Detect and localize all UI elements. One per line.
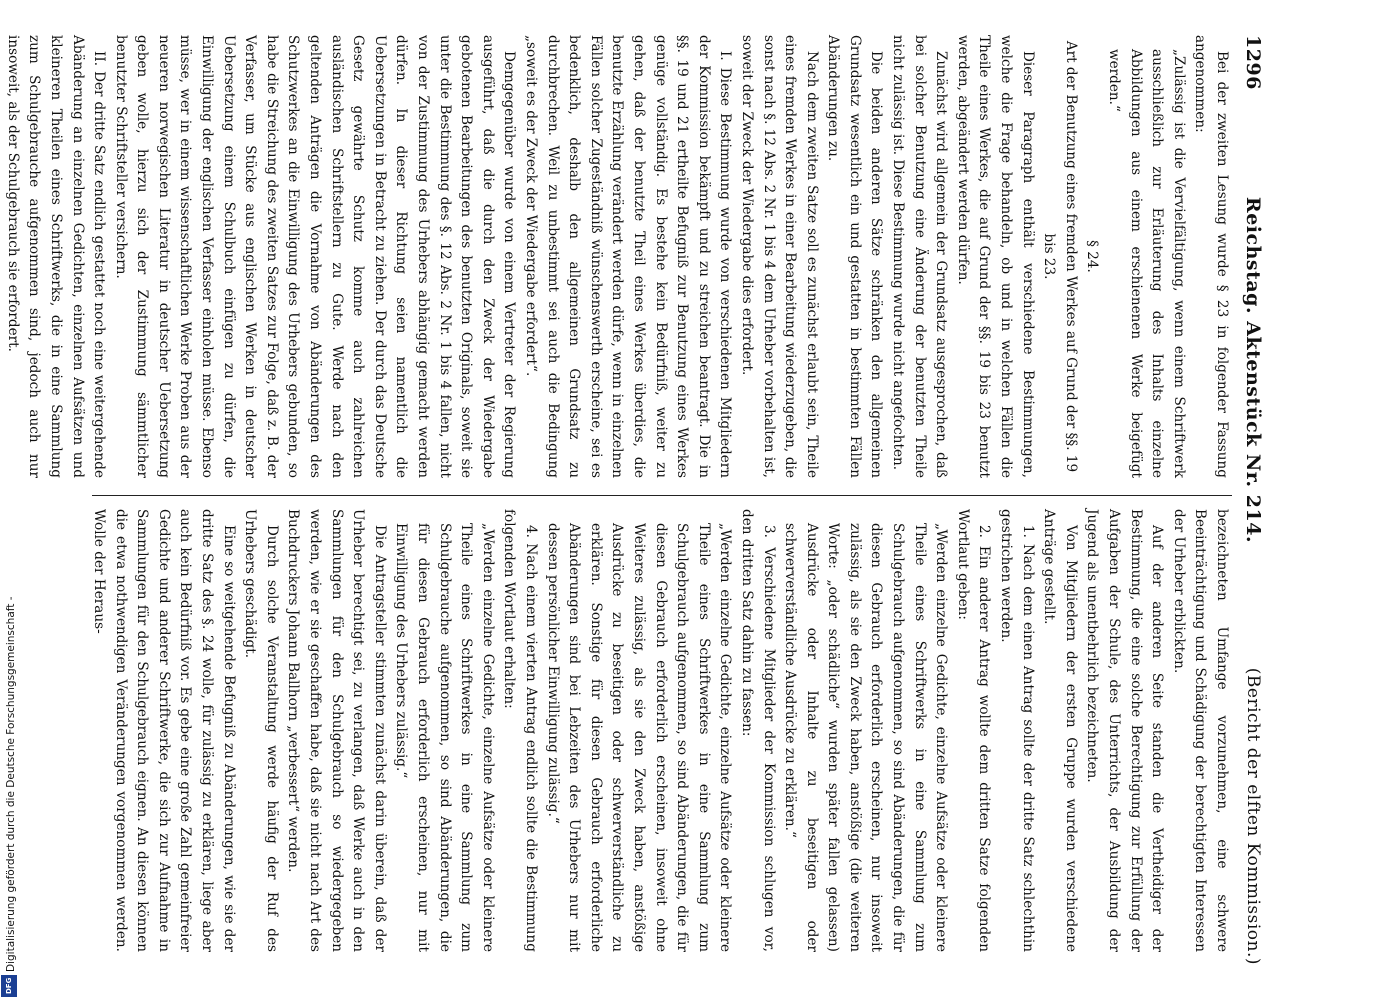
page-number: 1296 [1242, 35, 1264, 90]
paragraph: I. Diese Bestimmung wurde von verschiedenen Mitgliedern der Kommission bekämpft und zu streichen beantragt. Die in §§. 19 und 21 ertheilte Befugniß zur Benutzung eines Werkes genüge vollständig. Es bestehe kein Bedürfniß, weiter zu gehen, daß der benutzte Theil eines Werkes überdies, die benutzte Erzählung verändert werden dürfe, wenn in einzelnen Fällen solcher Zugeständniß wünschenswerth erscheine, sei es bedenklich, deshalb den allgemeinen Grundsatz zu durchbrechen. Weil zu unbestimmt sei auch die Bedingung „soweit es der Zweck der Wiedergabe erfordert“. [523, 35, 734, 478]
digitization-footer [0, 0, 20, 1000]
dfg-logo: DFG [1, 975, 17, 997]
right-column [72, 509, 1232, 952]
paragraph: Bei der zweiten Lesung wurde § 23 in folgender Fassung angenommen: [1192, 35, 1230, 478]
paragraph: Nach dem zweiten Satze soll es zunächst erlaubt sein, Theile eines fremden Werkes in einer Bearbeitung wiederzugeben, die sonst nach §. 12 Abs. 2 Nr. 1 bis 4 dem Urheber vorbehalten ist, soweit der Zweck der Wiedergabe dies erfordert. [738, 35, 820, 478]
paragraph: Demgegenüber wurde von einem Vertreter der Regierung ausgeführt, daß die durch den Zweck der Wiedergabe gebotenen Bearbeitungen des benutzten Originals, soweit sie unter die Bestimmung des §. 12 Abs. 2 Nr. 1 bis 4 fallen, nicht von der Zustimmung des Urhebers abhängig gemacht werden dürfen. In dieser Richtung seien namentlich die Uebersetzungen in Betracht zu ziehen. Der durch das Deutsche Gesetz gewährte Schutz komme auch zahlreichen ausländischen Schriftstellern zu Gute. Werde nach den geltenden Anträgen die Vornahme von Abänderungen des Schutzwerkes an die Einwilligung des Urhebers gebunden, so habe die Streichung des zweiten Satzes zur Folge, daß z. B. der Verfasser, um Stücke aus englischen Werken in deutscher Uebersetzung einem Schulbuch einfügen zu dürfen, die Einwilligung der englischen Verfasser einholen müsse. Ebenso müsse, wer in einem wissenschaftlichen Werke Proben aus der neueren norwegischen Literatur in deutscher Uebersetzung geben wolle, hierzu sich der Zustimmung sämmtlicher benutzter Schriftsteller versichern. [112, 35, 518, 478]
footer-credit: Digitalisierung gefördert durch die Deutsche Forschungsgemeinschaft - [5, 596, 17, 972]
paragraph: Eine so weitgehende Befugniß zu Abänderungen, wie sie der dritte Satz des §. 24 wolle, für zulässig zu erklären, liege aber auch kein Bedürfniß vor. Es gebe eine große Zahl gemeinfreier Gedichte und anderer Schriftwerke, die sich zur Aufnahme in Sammlungen für den Schulgebrauch eignen. An diesen können die etwa nothwendigen Veränderungen vorgenommen werden. Wolle der Heraus- [91, 509, 237, 952]
paragraph: „Werden einzelne Gedichte, einzelne Aufsätze oder kleinere Theile eines Schriftwerkes in eine Sammlung zum Schulgebrauch aufgenommen, so sind Abänderungen, die für diesen Gebrauch erforderlich erscheinen, insoweit ohne Weiteres zulässig, als sie den Zweck haben, anstößige Ausdrücke zu beseitigen oder schwerverständliche zu erklären. Sonstige für diesen Gebrauch erforderliche Abänderungen sind bei Lebzeiten des Urhebers nur mit dessen persönlicher Einwilligung zulässig.“ [544, 523, 734, 952]
paragraph: Dieser Paragraph enthält verschiedene Bestimmungen, welche die Frage behandeln, ob und in welchen Fällen die Theile eines Werkes, die auf Grund der §§. 19 bis 23 benutzt werden, abgeändert werden dürfen. [954, 35, 1036, 478]
paragraph: 1. Nach dem einen Antrag sollte der dritte Satz schlechthin gestrichen werden. [998, 509, 1036, 952]
section-heading: Art der Benutzung eines fremden Werkes auf Grund der §§. 19 bis 23. [1041, 40, 1079, 473]
page-header [1236, 35, 1270, 965]
paragraph: Auf der anderen Seite standen die Vertheidiger der Bestimmung, die eine solche Berechtigung zur Erfüllung der Aufgaben der Schule, des Unterrichts, der Ausbildung der Jugend als unentbehrlich bezeichneten. [1084, 509, 1166, 952]
page-title: Reichstag. Aktenstück Nr. 214. [1242, 196, 1264, 544]
paragraph: Die Antragsteller stimmten zunächst darin überein, daß der Urheber berechtigt sei, zu verlangen, daß Werke auch in den Sammlungen für den Schulgebrauch so wiedergegeben werden, wie er sie geschaffen habe, daß sie nicht nach Art des Buchdruckers Johann Ballhorn „verbessert“ werden. [285, 509, 388, 952]
paragraph: bezeichneten Umfange vorzunehmen, eine schwere Beeinträchtigung und Schädigung der berechtigten Interessen der Urheber erblickten. [1170, 509, 1230, 952]
paragraph: 2. Ein anderer Antrag wollte dem dritten Satze folgenden Wortlaut geben: [954, 509, 993, 952]
column-divider [92, 495, 1232, 496]
paragraph: Zunächst wird allgemein der Grundsatz ausgesprochen, daß bei solcher Benutzung eine Änderung der benutzten Theile nicht zulässig ist. Diese Bestimmung wurde nicht angefochten. [890, 35, 950, 478]
paragraph: Die beiden anderen Sätze schränken den allgemeinen Grundsatz wesentlich ein und gestatten in bestimmten Fällen Abänderungen zu. [825, 35, 885, 478]
paragraph: „Zulässig ist die Vervielfältigung, wenn einem Schriftwerk ausschließlich zur Erläuterung des Inhalts einzelne Abbildungen aus einem erschienenen Werke beigefügt werden.“ [1106, 49, 1187, 478]
paragraph: 3. Verschiedene Mitglieder der Kommission schlugen vor, den dritten Satz dahin zu fassen: [738, 509, 777, 952]
paragraph: „Werden einzelne Gedichte, einzelne Aufsätze oder kleinere Theile eines Schriftwerkes in eine Sammlung zum Schulgebrauche aufgenommen, so sind Abänderungen, die für diesen Gebrauch erforderlich erscheinen, nur mit Einwilligung des Urhebers zulässig.“ [393, 523, 496, 952]
page-subtitle: (Bericht der elften Kommission.) [1243, 667, 1263, 965]
paragraph: „Werden einzelne Gedichte, einzelne Aufsätze oder kleinere Theile eines Schriftwerks in eine Sammlung zum Schulgebrauch aufgenommen, so sind Abänderungen, die für diesen Gebrauch erforderlich erscheinen, nur insoweit zulässig, als sie den Zweck haben, anstößige (die weiteren Worte: „oder schädliche“ wurden später fallen gelassen) Ausdrücke oder Inhalte zu beseitigen oder schwerverständliche Ausdrücke zu erklären.“ [782, 523, 950, 952]
section-heading: § 24. [1084, 240, 1101, 273]
paragraph: II. Der dritte Satz endlich gestattet noch eine weitergehende Abänderung an einzelnen Gedichten, einzelnen Aufsätzen und kleineren Theilen eines Schriftwerks, die in eine Sammlung zum Schulgebrauche aufgenommen sind, jedoch auch nur insoweit, als der Schulgebrauch sie erfordert. [4, 35, 108, 478]
paragraph: Von Mitgliedern der ersten Gruppe wurden verschiedene Anträge gestellt. [1041, 509, 1079, 952]
paragraph: 4. Nach einem vierten Antrag endlich sollte die Bestimmung folgenden Wortlaut erhalten: [501, 509, 539, 952]
paragraph: Durch solche Veranstaltung werde häufig der Ruf des Urhebers geschädigt. [242, 509, 280, 952]
left-column [4, 35, 1232, 478]
